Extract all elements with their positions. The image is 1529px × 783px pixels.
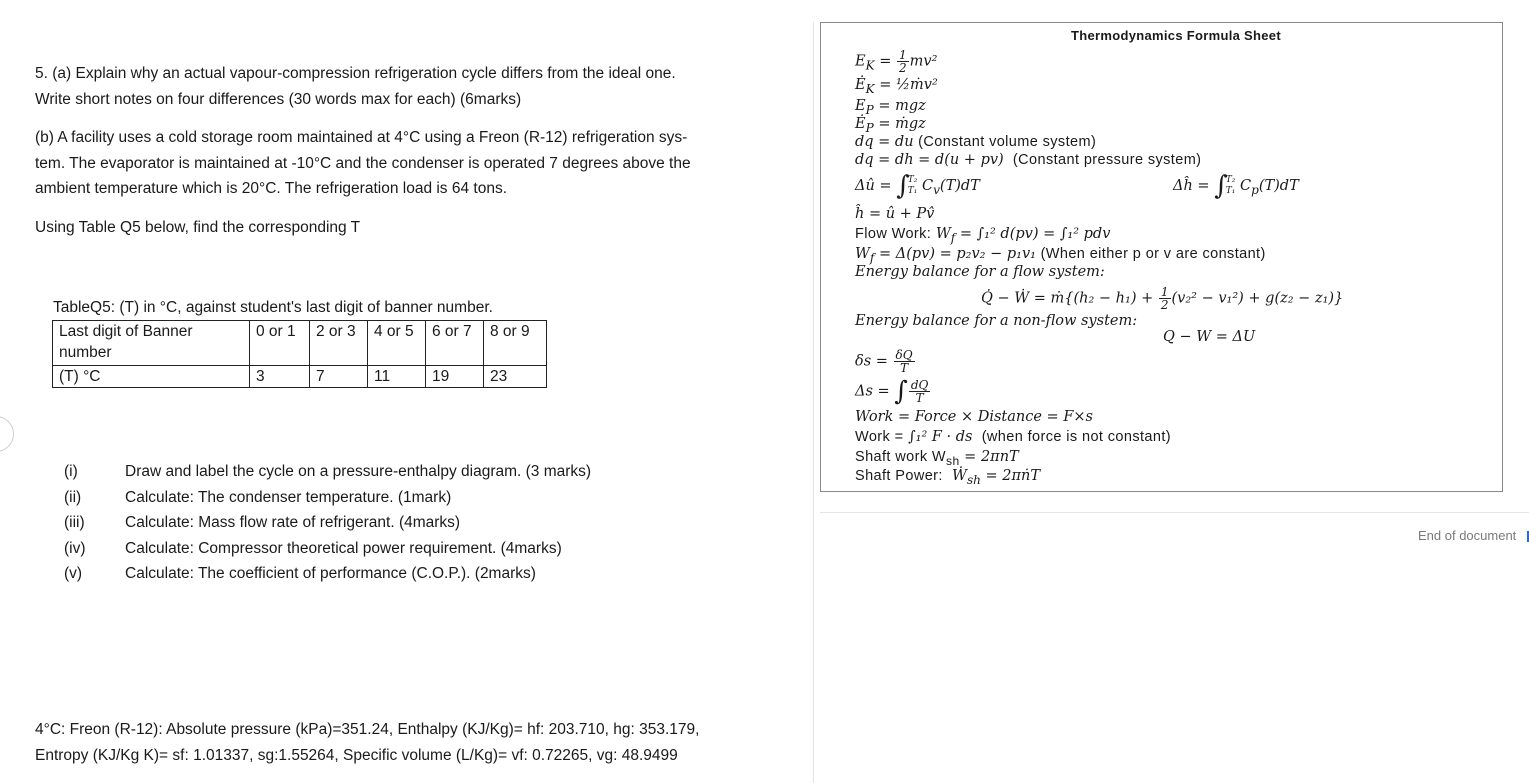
table-q5	[52, 320, 547, 388]
formula-entropy: δs = $\frac{\delta Q}{T}$	[855, 348, 913, 375]
table-header-cell: 8 or 9	[484, 321, 547, 366]
force-not-constant-label: (when force is not constant)	[981, 429, 1172, 445]
shaft-work-label: Shaft work W	[855, 449, 947, 465]
table-cell: 19	[426, 366, 484, 388]
subquestion-text: Calculate: The coefficient of performance (C.O.P.). (2marks)	[125, 565, 536, 582]
subquestion-number: (v)	[64, 565, 83, 582]
constant-pressure-label: (Constant pressure system)	[1012, 152, 1202, 168]
table-instruction: Using Table Q5 below, find the corresponding T	[35, 219, 361, 236]
table-caption: TableQ5: (T) in °C, against student's last digit of banner number.	[53, 299, 493, 316]
energy-flow-label: Energy balance for a flow system:	[855, 264, 1105, 280]
table-header-cell: 6 or 7	[426, 321, 484, 366]
formula-shaft-power: Shaft Power: Ẇ$_{sh}$ = 2πṅT	[855, 468, 1041, 487]
formula-entropy-change: Δs = ∫ $\frac{dQ}{T}$	[855, 376, 929, 407]
subquestion-text: Calculate: The condenser temperature. (1mark)	[125, 489, 452, 506]
table-header-cell: Last digit of Banner number	[53, 321, 250, 366]
subquestion-number: (i)	[64, 463, 78, 480]
formula-enthalpy: ĥ = û + Pv̂	[855, 206, 935, 222]
table-cell: 11	[368, 366, 426, 388]
table-header-cell: 0 or 1	[250, 321, 310, 366]
formula-dq-constant-volume: dq = du (Constant volume system)	[855, 134, 1097, 150]
property-data-line-1: 4°C: Freon (R-12): Absolute pressure (kPa)=351.24, Enthalpy (KJ/Kg)= hf: 203.710, hg: 353.179,	[35, 721, 700, 738]
work-label: Work =	[855, 429, 904, 445]
energy-nonflow-label: Energy balance for a non-flow system:	[855, 313, 1138, 329]
part-a-line-1: 5. (a) Explain why an actual vapour-compression refrigeration cycle differs from the ideal one.	[35, 65, 676, 82]
when-constant-label: (When either p or v are constant)	[1040, 246, 1266, 262]
table-header-row	[53, 321, 547, 366]
formula-dq-constant-pressure: dq = dh = d(u + pv) (Constant pressure system)	[855, 152, 1202, 168]
formula-potential-energy-rate: $Ė_P$ = ṁgz	[855, 116, 926, 135]
shaft-power-label: Shaft Power:	[855, 468, 943, 484]
subquestion-number: (iv)	[64, 540, 86, 557]
formula-energy-balance-nonflow: Q − W = ΔU	[1163, 329, 1256, 345]
formula-sheet	[820, 22, 1503, 492]
subquestion-text: Calculate: Compressor theoretical power requirement. (4marks)	[125, 540, 562, 557]
subquestion-text: Draw and label the cycle on a pressure-enthalpy diagram. (3 marks)	[125, 463, 592, 480]
formula-potential-energy: $E_P$ = mgz	[855, 98, 926, 117]
formula-kinetic-energy-rate: $Ė_K$ = ½ṁv²	[855, 77, 938, 96]
page-divider	[813, 22, 814, 783]
work-definition: Work = Force × Distance = F×s	[855, 409, 1093, 425]
section-divider	[820, 512, 1529, 513]
formula-sheet-title: Thermodynamics Formula Sheet	[1071, 28, 1281, 43]
part-a-line-2: Write short notes on four differences (30 words max for each) (6marks)	[35, 91, 522, 108]
formula-shaft-work: Shaft work $W_{sh} = 2\pi nT$	[855, 449, 1019, 468]
part-b-line-3: ambient temperature which is 20°C. The refrigeration load is 64 tons.	[35, 180, 508, 197]
page-margin-marker	[0, 416, 14, 452]
constant-volume-label: (Constant volume system)	[918, 134, 1097, 150]
formula-delta-h: Δĥ = ∫ T₂ T₁ $C_p(T)dT$	[1173, 171, 1299, 201]
part-b-line-1: (b) A facility uses a cold storage room maintained at 4°C using a Freon (R-12) refrigeration sys-	[35, 129, 688, 146]
formula-flow-work-delta: $W_f = \Delta(pv) = p_2v_2 - p_1v_1$ (When either p or v are constant)	[855, 246, 1266, 265]
table-cell: 23	[484, 366, 547, 388]
table-header-cell: 2 or 3	[310, 321, 368, 366]
subquestion-number: (ii)	[64, 489, 82, 506]
formula-energy-balance-flow: Q̇ − Ẇ = ṁ{(h₂ − h₁) + $\frac{1}{2}$ (v₂² − v₁²) + g(z₂ − z₁)}	[981, 285, 1344, 312]
formula-kinetic-energy: $E_K$ = $\frac{1}{2}$ mv²	[855, 48, 938, 75]
formula-flow-work: Flow Work: $W_f = \int_1^2$ d(pv) = ∫₁² pdv	[855, 226, 1111, 245]
subquestion-text: Calculate: Mass flow rate of refrigerant. (4marks)	[125, 514, 461, 531]
table-cell: 3	[250, 366, 310, 388]
flow-work-label: Flow Work:	[855, 226, 932, 242]
end-of-document-label: End of document	[1418, 528, 1517, 543]
table-cell: (T) °C	[53, 366, 250, 388]
table-row	[53, 366, 547, 388]
property-data-line-2: Entropy (KJ/Kg K)= sf: 1.01337, sg:1.55264, Specific volume (L/Kg)= vf: 0.72265, vg: 48.9499	[35, 747, 678, 764]
subquestion-number: (iii)	[64, 514, 85, 531]
part-b-line-2: tem. The evaporator is maintained at -10°C and the condenser is operated 7 degrees above the	[35, 155, 691, 172]
formula-work-integral: Work = ∫₁² F · ds (when force is not constant)	[855, 429, 1172, 445]
table-cell: 7	[310, 366, 368, 388]
table-header-cell: 4 or 5	[368, 321, 426, 366]
formula-delta-u: Δû = ∫ T₂ T₁ $C_v(T)dT$	[855, 171, 980, 201]
